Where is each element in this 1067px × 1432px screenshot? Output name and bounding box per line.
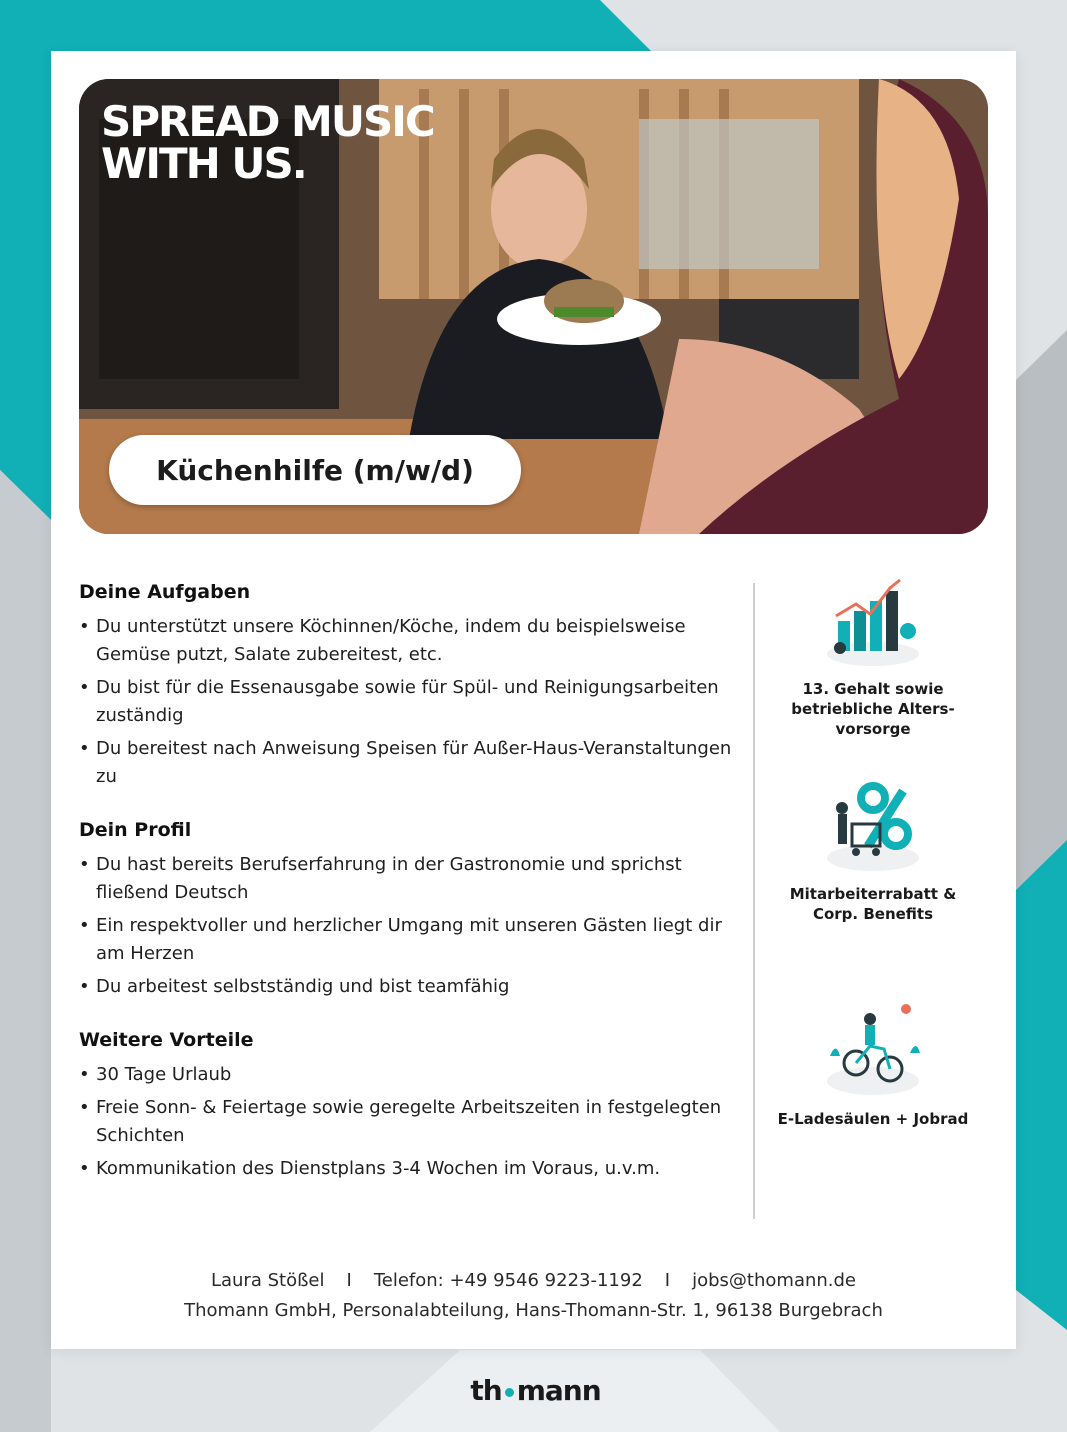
list-item: • 30 Tage Urlaub bbox=[79, 1061, 739, 1089]
section-title: Dein Profil bbox=[79, 819, 192, 841]
benefits-list bbox=[79, 1061, 739, 1183]
list-item: • Freie Sonn- & Feiertage sowie geregelte Arbeitszeiten in festgelegten Schichten bbox=[79, 1094, 739, 1150]
shopping-discount-icon bbox=[818, 776, 928, 876]
contact-phone[interactable]: Telefon: +49 9546 9223-1192 bbox=[373, 1270, 643, 1291]
section-title: Deine Aufgaben bbox=[79, 581, 251, 603]
separator: I bbox=[664, 1270, 671, 1291]
contact-line bbox=[51, 1266, 1016, 1296]
benefit-pension bbox=[773, 576, 973, 739]
column-divider bbox=[753, 583, 755, 1219]
section-benefits bbox=[79, 1029, 739, 1183]
benefit-label: Mitarbeiterrabatt & Corp. Benefits bbox=[789, 885, 957, 923]
benefit-discount bbox=[773, 776, 973, 924]
section-title: Weitere Vorteile bbox=[79, 1029, 254, 1051]
logo-dot-icon bbox=[505, 1388, 514, 1397]
list-item: • Du bereitest nach Anweisung Speisen für Außer-Haus-Veranstaltungen zu bbox=[79, 735, 739, 791]
job-title-badge: Küchenhilfe (m/w/d) bbox=[109, 435, 521, 505]
benefit-label: E-Ladesäulen + Jobrad bbox=[777, 1110, 969, 1128]
benefit-label: 13. Gehalt sowie betriebliche Alters-vorsorge bbox=[791, 680, 955, 738]
benefit-bike bbox=[773, 1001, 973, 1129]
separator: I bbox=[346, 1270, 352, 1291]
contact-email[interactable]: jobs@thomann.de bbox=[692, 1270, 857, 1291]
slogan-line-2: WITH US. bbox=[101, 139, 306, 188]
section-profile bbox=[79, 819, 739, 1001]
logo-text-start: th bbox=[470, 1373, 502, 1407]
list-item: • Du arbeitest selbstständig und bist teamfähig bbox=[79, 973, 739, 1001]
slogan-line-1: SPREAD MUSIC bbox=[101, 97, 434, 146]
finance-chart-icon bbox=[818, 576, 928, 671]
list-item: • Du hast bereits Berufserfahrung in der Gastronomie und sprichst fließend Deutsch bbox=[79, 851, 739, 907]
list-item: • Du bist für die Essenausgabe sowie für Spül- und Reinigungsarbeiten zuständig bbox=[79, 674, 739, 730]
bicycle-icon bbox=[818, 1001, 928, 1101]
contact-footer bbox=[51, 1266, 1016, 1326]
thomann-logo bbox=[463, 1372, 608, 1408]
contact-name: Laura Stößel bbox=[210, 1270, 325, 1291]
job-details bbox=[79, 581, 739, 1211]
list-item: • Kommunikation des Dienstplans 3-4 Wochen im Voraus, u.v.m. bbox=[79, 1155, 739, 1183]
job-ad-card bbox=[51, 51, 1016, 1349]
profile-list bbox=[79, 851, 739, 1001]
task-list bbox=[79, 613, 739, 791]
hero-photo bbox=[79, 79, 988, 534]
logo-text-end: mann bbox=[516, 1373, 601, 1407]
list-item: • Du unterstützt unsere Köchinnen/Köche, indem du beispielsweise Gemüse putzt, Salate zubereitest, etc. bbox=[79, 613, 739, 669]
section-tasks bbox=[79, 581, 739, 791]
slogan-headline bbox=[101, 97, 434, 188]
company-address: Thomann GmbH, Personalabteilung, Hans-Thomann-Str. 1, 96138 Burgebrach bbox=[184, 1300, 883, 1321]
list-item: • Ein respektvoller und herzlicher Umgang mit unseren Gästen liegt dir am Herzen bbox=[79, 912, 739, 968]
